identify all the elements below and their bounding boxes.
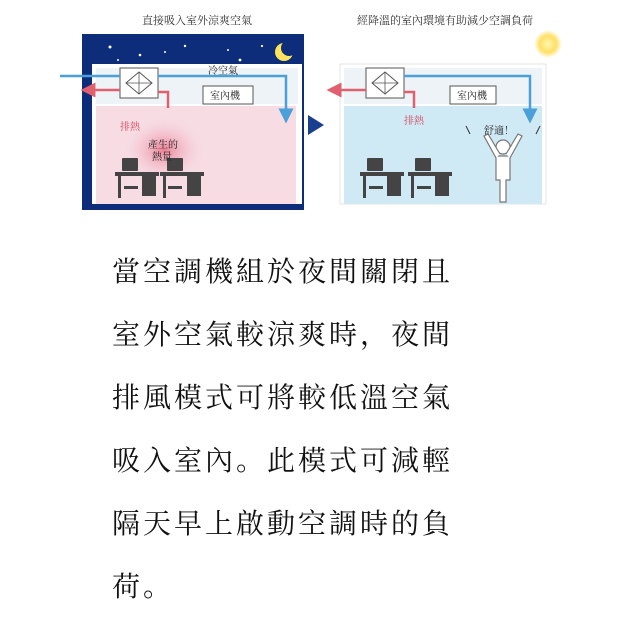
description-line: 室外空氣較涼爽時，夜間 — [112, 318, 454, 351]
transition-arrow-icon — [308, 115, 324, 135]
description-text — [112, 240, 532, 618]
comfort-label: 舒適！ — [484, 126, 514, 137]
night-panel-title: 直接吸入室外涼爽空氣 — [142, 14, 252, 27]
heat-label-line2: 熱量 — [152, 152, 172, 163]
heat-label-line1: 產生的 — [148, 140, 178, 151]
ventilation-diagram — [0, 0, 640, 230]
description-line: 吸入室內。此模式可減輕 — [112, 444, 454, 477]
indoor-unit-label-day: 室內機 — [457, 91, 487, 102]
cold-air-label: 冷空氣 — [208, 66, 238, 77]
description-line: 排風模式可將較低溫空氣 — [112, 381, 454, 414]
night-scene — [60, 34, 304, 210]
day-panel-title: 經降溫的室內環境有助減少空調負荷 — [357, 14, 533, 27]
description-line: 荷。 — [112, 570, 175, 603]
day-scene — [330, 30, 562, 210]
description-line: 當空調機組於夜間關閉且 — [112, 255, 454, 288]
exhaust-label: 排熱 — [120, 122, 140, 133]
indoor-unit-label: 室內機 — [210, 91, 240, 102]
description-line: 隔天早上啟動空調時的負 — [112, 507, 454, 540]
sun-icon — [534, 30, 562, 58]
exhaust-label-day: 排熱 — [404, 116, 424, 127]
